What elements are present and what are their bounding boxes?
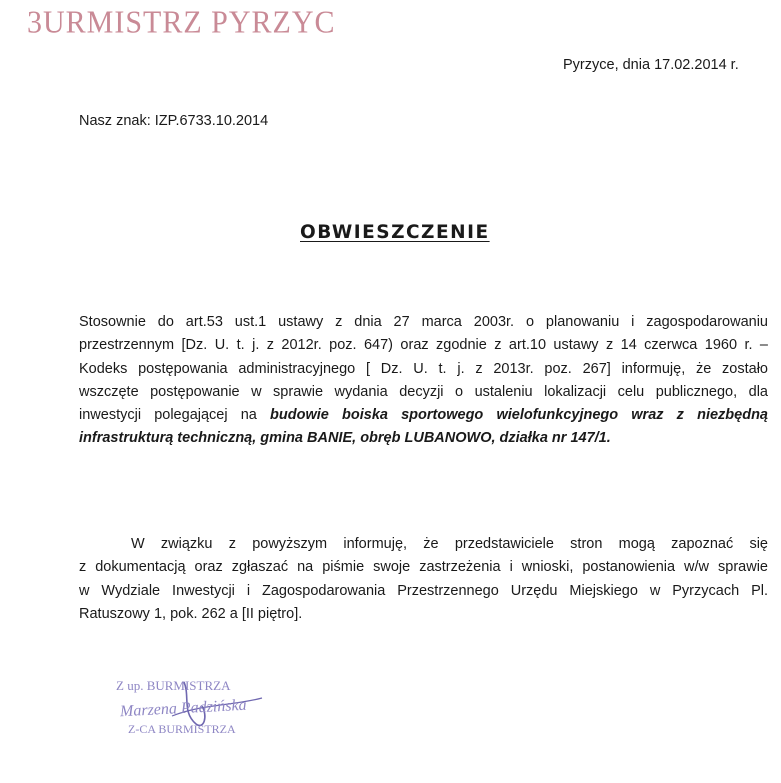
investment-location-bold: infrastrukturą techniczną, gmina BANIE, obręb LUBANOWO, działka nr 147/1. [79,430,611,447]
paragraph-line: W związku z powyższym informuję, że przedstawiciele stron mogą zapoznać się [131,536,768,552]
paragraph-line [79,404,768,427]
information-paragraph [79,533,768,626]
investment-description-bold: budowie boiska sportowego wielofunkcyjnego wraz z niezbędną [270,407,768,424]
paragraph-line: z dokumentacją oraz zgłaszać na piśmie swoje zastrzeżenia i wnioski, postanowienia w/w sprawie [79,559,768,576]
reference-number: Nasz znak: IZP.6733.10.2014 [79,113,269,129]
document-title: OBWIESZCZENIE [300,222,490,243]
paragraph-line: w Wydziale Inwestycji i Zagospodarowania Przestrzennego Urzędu Miejskiego w Pyrzycach Pl. [79,582,768,599]
signatory-name: Marzena Padzińska [119,696,247,721]
document-date: Pyrzyce, dnia 17.02.2014 r. [563,57,739,73]
mayor-stamp-header: 3URMISTRZ PYRZYC [27,5,336,40]
paragraph-line: Stosownie do art.53 ust.1 ustawy z dnia 27 marca 2003r. o planowaniu i zagospodarowaniu [79,314,768,330]
signature-stamp [112,676,282,742]
paragraph-line: Ratuszowy 1, pok. 262 a [II piętro]. [79,605,303,622]
paragraph-line: Kodeks postępowania administracyjnego [ Dz. U. t. j. z 2013r. poz. 267] informuję, że zostało [79,360,768,377]
notice-paragraph [79,311,768,451]
paragraph-line: przestrzennym [Dz. U. t. j. z 2012r. poz. 647) oraz zgodnie z art.10 ustawy z 14 czerwca 1960 r. – [79,337,768,354]
paragraph-line: wszczęte postępowanie w sprawie wydania decyzji o ustaleniu lokalizacji celu publicznego, dla [79,383,768,400]
investment-intro-text: inwestycji polegającej na [79,407,271,424]
signature-authorization-line: Z up. BURMISTRZA [116,678,231,693]
signatory-position: Z-CA BURMISTRZA [128,722,236,736]
